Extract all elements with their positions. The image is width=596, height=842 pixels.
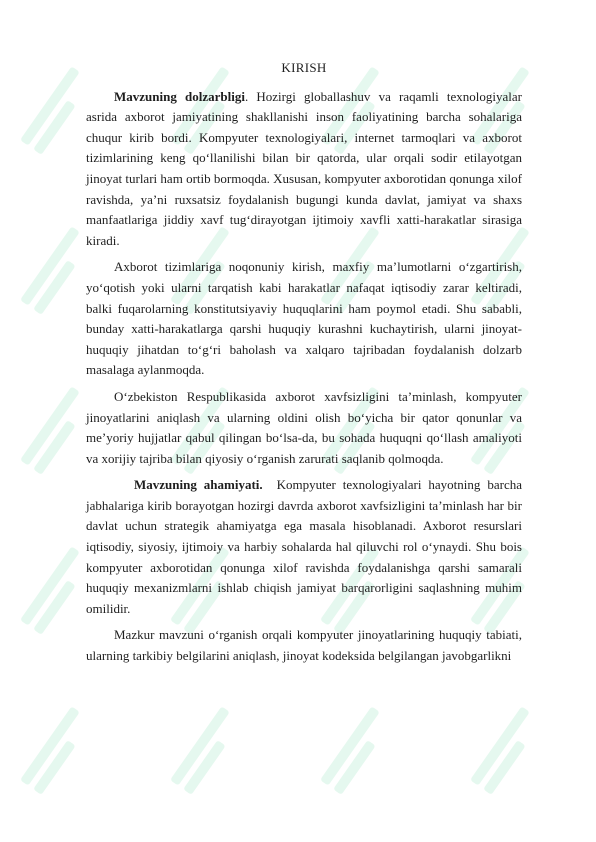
paragraph-lead: Mavzuning dolzarbligi bbox=[114, 88, 245, 104]
paragraph-relevance bbox=[86, 87, 522, 252]
page-title: KIRISH bbox=[281, 60, 327, 75]
paragraph-illegal-access bbox=[86, 257, 522, 381]
paragraph-text: Mazkur mavzuni o‘rganish orqali kompyuter jinoyatlarining huquqiy tabiati, ularning tarkibiy belgilarini aniqlash, jinoyat kodeksida belgilangan javobgarlikni bbox=[86, 627, 522, 664]
paragraph-text: . Hozirgi globallashuv va raqamli texnologiyalar asrida axborot jamiyatining shakllanishi inson faoliyatining barcha sohalariga chuqur kirib bordi. Kompyuter texnologiyalari, internet tarmoqlari va axborot tizimlarining keng qo‘llanilishi bilan bir qatorda, ular orqali sodir etilayotgan jinoyat turlari ham ortib bormoqda. Xususan, kompyuter axborotidan qonunga xilof ravishda, ya’ni ruxsatsiz foydalanish bugungi kunda davlat, jamiyat va shaxs manfaatlariga jiddiy xavf tug‘dirayotgan ijtimoiy xavfli xatti-harakatlar sirasiga kiradi. bbox=[86, 88, 522, 248]
paragraph-text: O‘zbekiston Respublikasida axborot xavfsizligini ta’minlash, kompyuter jinoyatlarini aniqlash va ularning oldini olish bo‘yicha bir qator qonunlar va me’yoriy hujjatlar qabul qilingan bo‘lsa-da, bu sohada huquqni qo‘llash amaliyoti va xorijiy tajriba bilan qiyosiy o‘rganish zarurati saqlanib qolmoqda. bbox=[86, 388, 522, 466]
paragraph-importance bbox=[86, 475, 526, 619]
paragraph-uzbekistan bbox=[86, 387, 522, 469]
paragraph-study bbox=[86, 625, 522, 666]
document-body bbox=[86, 58, 526, 673]
paragraph-text: Axborot tizimlariga noqonuniy kirish, maxfiy ma’lumotlarni o‘zgartirish, yo‘qotish yoki ularni tarqatish kabi harakatlar nafaqat iqtisodiy zarar keltiradi, balki fuqarolarning konstitutsiyaviy huquqlarini ham poymol etadi. Shu sababli, bunday xatti-harakatlarga qarshi huquqiy kurashni kuchaytirish, ularni jinoyat-huquqiy jihatdan to‘g‘ri baholash va xalqaro tajribadan foydalanish dolzarb masalaga aylanmoqda. bbox=[86, 259, 522, 378]
paragraph-lead: Mavzuning ahamiyati. bbox=[134, 477, 263, 493]
paragraph-text: Kompyuter texnologiyalari hayotning barcha jabhalariga kirib borayotgan hozirgi davrda axborot xavfsizligini ta’minlash har bir davlat uchun strategik ahamiyatga ega masala hisoblanadi. Axborot resurslari iqtisodiy, siyosiy, ijtimoiy va harbiy sohalarda hal qiluvchi rol o‘ynaydi. Shu bois kompyuter axborotidan qonunga xilof ravishda foydalanishga qarshi samarali huquqiy mexanizmlarni ishlab chiqish jamiyat barqarorligini saqlashning muhim omilidir. bbox=[86, 477, 526, 616]
